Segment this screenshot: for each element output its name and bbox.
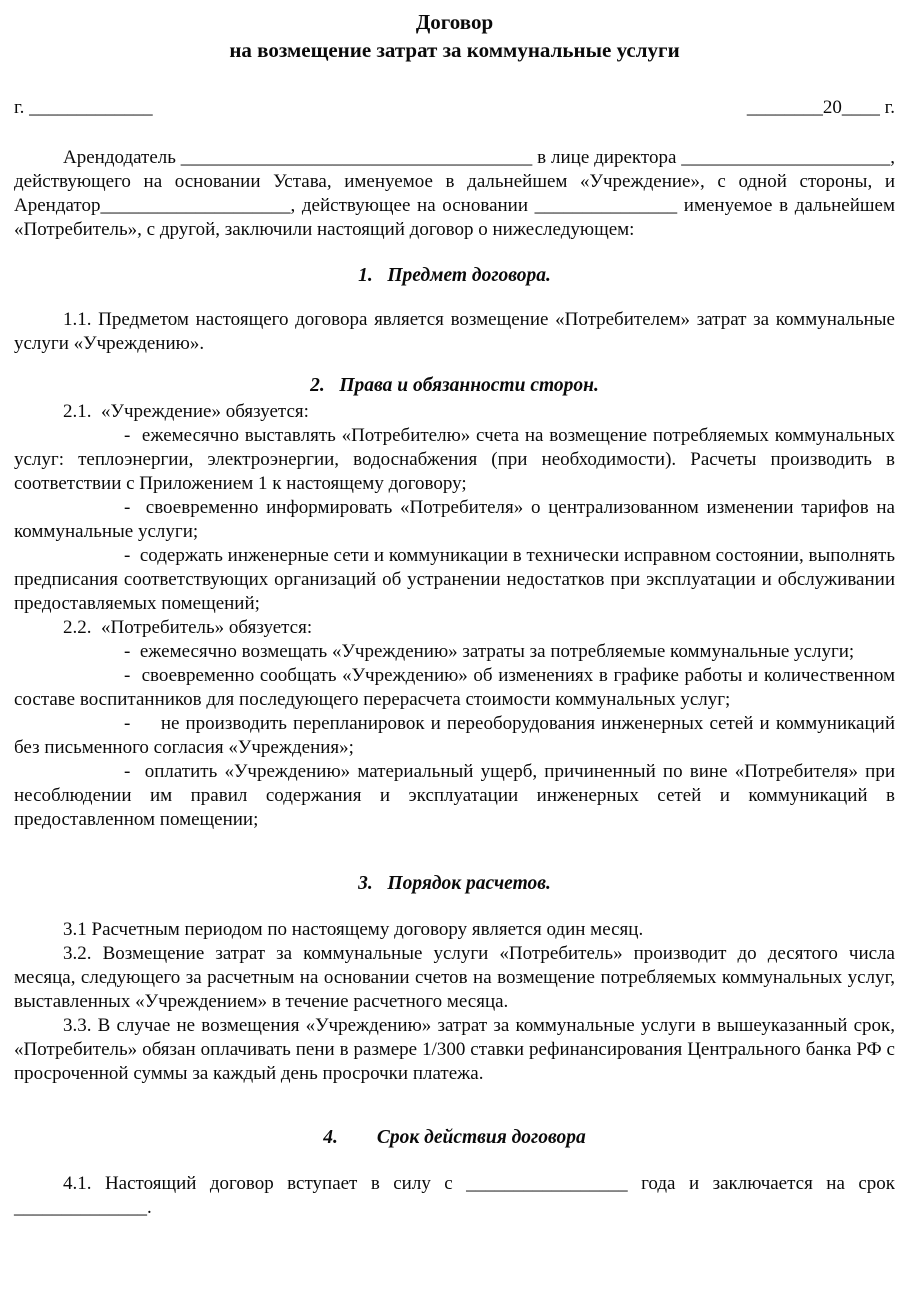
- obligation-item-2: - своевременно информировать «Потребителя» о централизованном изменении тарифов на коммунальные услуги;: [14, 497, 900, 542]
- dateline-city-blank: г. _____________: [14, 97, 153, 118]
- obligation-item-6: - не производить перепланировок и переоборудования инженерных сетей и коммуникаций без письменного согласия «Учреждения»;: [14, 713, 900, 758]
- document-title: [14, 8, 895, 64]
- obligation-item-7: - оплатить «Учреждению» материальный ущерб, причиненный по вине «Потребителя» при несоблюдении им правил содержания и эксплуатации инженерных сетей и коммуникаций в предоставленном помещении;: [14, 761, 900, 830]
- obligation-item-1: - ежемесячно выставлять «Потребителю» счета на возмещение потребляемых коммунальных услуг: теплоэнергии, электроэнергии, водоснабжения (при необходимости). Расчеты производить в соответствии с Приложением 1 к настоящему договору;: [14, 425, 900, 494]
- dateline: [14, 96, 895, 120]
- section-1-heading: 1. Предмет договора.: [358, 265, 551, 286]
- title-line-2: на возмещение затрат за коммунальные услуги: [229, 38, 680, 62]
- section-4-heading: 4. Срок действия договора: [323, 1127, 586, 1148]
- clause-3-2: 3.2. Возмещение затрат за коммунальные услуги «Потребитель» производит до десятого числа месяца, следующего за расчетным на основании счетов на возмещение потребляемых коммунальных услуг, выставленных «Учреждением» в течение расчетного месяца.: [14, 943, 900, 1012]
- title-line-1: Договор: [415, 10, 494, 34]
- section-2-heading: 2. Права и обязанности сторон.: [310, 375, 599, 396]
- dateline-date-blank: ________20____ г.: [746, 97, 895, 118]
- clause-3-3: 3.3. В случае не возмещения «Учреждению» затрат за коммунальные услуги в вышеуказанный срок, «Потребитель» обязан оплачивать пени в размере 1/300 ставки рефинансирования Центрального банка РФ с просроченной суммы за каждый день просрочки платежа.: [14, 1015, 900, 1084]
- preamble-paragraph: Арендодатель _____________________________________ в лице директора ______________________, действующего на основании Устава, именуемое в дальнейшем «Учреждение», с одной стороны, и Арендатор____________________, действующее на основании _______________ именуемое в дальнейшем «Потребитель», с другой, заключили настоящий договор о нижеследующем:: [14, 147, 900, 240]
- clause-2-2-intro: 2.2. «Потребитель» обязуется:: [63, 617, 313, 638]
- obligation-item-3: - содержать инженерные сети и коммуникации в технически исправном состоянии, выполнять предписания соответствующих организаций об устранении недостатков при эксплуатации и обслуживании предоставляемых помещений;: [14, 545, 900, 614]
- clause-2-1-intro: 2.1. «Учреждение» обязуется:: [63, 401, 309, 422]
- clause-4-1: 4.1. Настоящий договор вступает в силу с _________________ года и заключается на срок ______________.: [14, 1173, 900, 1218]
- clause-3-1: 3.1 Расчетным периодом по настоящему договору является один месяц.: [63, 919, 644, 940]
- section-3-heading: 3. Порядок расчетов.: [358, 873, 551, 894]
- clause-1-1: 1.1. Предметом настоящего договора является возмещение «Потребителем» затрат за коммунальные услуги «Учреждению».: [14, 309, 900, 354]
- obligation-item-5: - своевременно сообщать «Учреждению» об изменениях в графике работы и количественном составе воспитанников для последующего перерасчета стоимости коммунальных услуг;: [14, 665, 900, 710]
- obligation-item-4: - ежемесячно возмещать «Учреждению» затраты за потребляемые коммунальные услуги;: [124, 641, 855, 662]
